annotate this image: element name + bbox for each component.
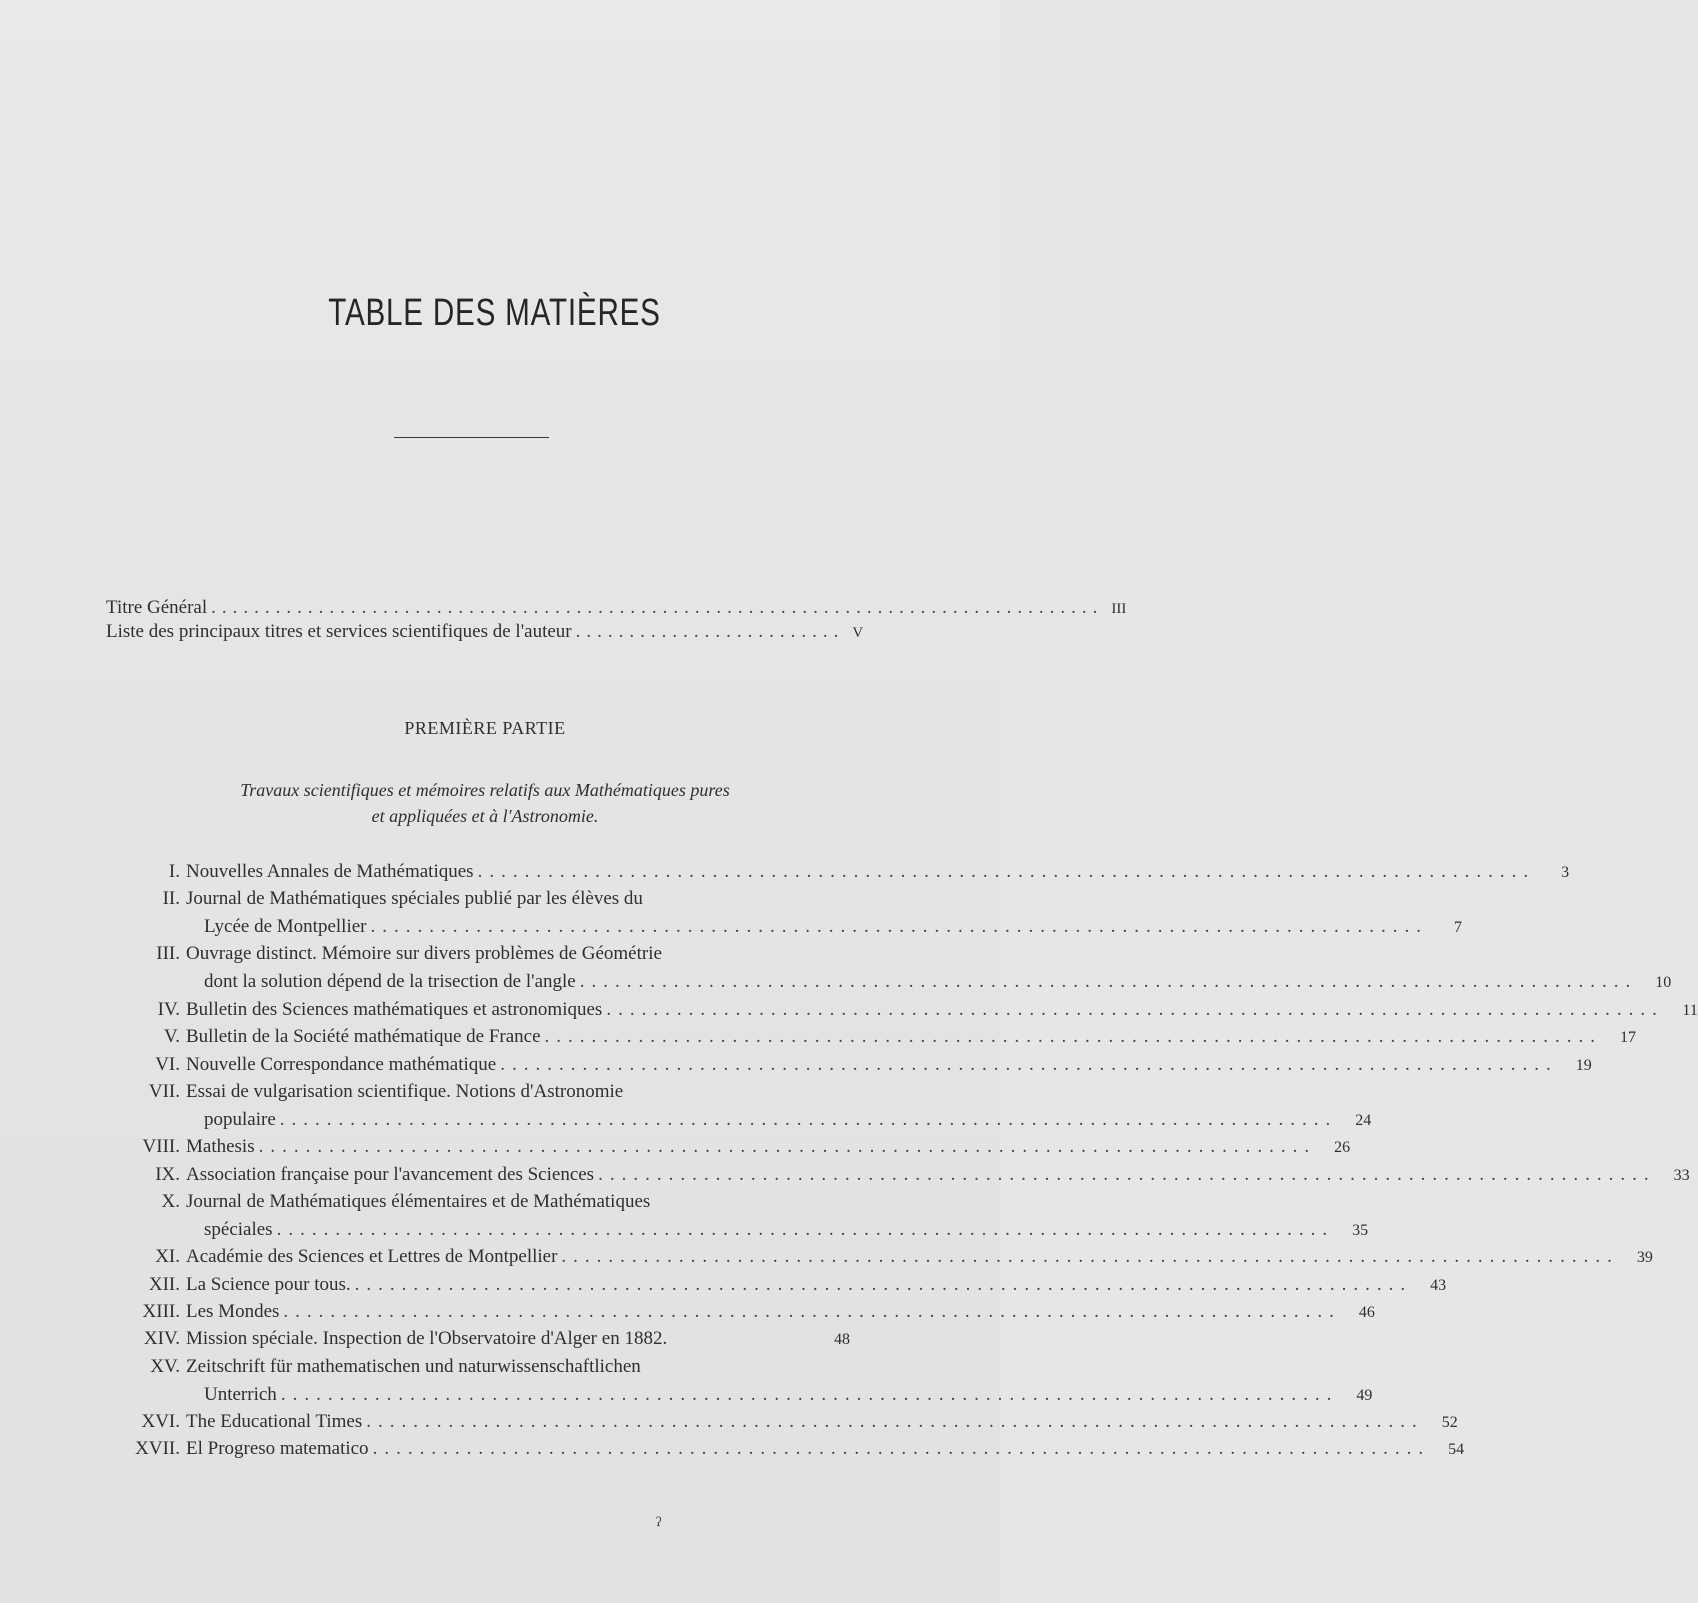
leader-dots: ..........................................................................................: [276, 1219, 1335, 1240]
leader-dots: ..........................................................................................: [477, 861, 1536, 882]
entry-number: VI.: [155, 1054, 180, 1075]
leader-dots: ..........................................................................................: [279, 1109, 1338, 1130]
entry-number: III.: [156, 943, 180, 964]
entry-text: Association française pour l'avancement des Sciences: [186, 1164, 595, 1185]
entry-text: Académie des Sciences et Lettres de Montpellier: [186, 1246, 558, 1267]
entry-number: I.: [168, 861, 180, 882]
entry-text: spéciales: [204, 1219, 273, 1240]
entry-number: XV.: [150, 1356, 180, 1377]
entry-page: 46: [1358, 1304, 1375, 1321]
entry-text: Nouvelles Annales de Mathématiques: [186, 861, 474, 882]
entry-text: populaire: [204, 1109, 276, 1130]
entry-page: 26: [1334, 1139, 1351, 1156]
entry-number: XII.: [148, 1274, 180, 1295]
entry-page: 49: [1356, 1387, 1373, 1404]
entry-number: IX.: [155, 1164, 180, 1185]
entry-number: VIII.: [142, 1136, 180, 1157]
entry-page: 33: [1673, 1167, 1690, 1184]
leader-dots: ..........................................................................................: [561, 1246, 1619, 1267]
entry-number: XI.: [155, 1246, 180, 1267]
page-title: TABLE DES MATIÈRES: [328, 292, 661, 334]
entry-text: Unterrich: [204, 1384, 277, 1405]
toc-text: Liste des principaux titres et services scientifiques de l'auteur: [106, 621, 572, 642]
entry-page: 52: [1441, 1414, 1458, 1431]
entry-text: El Progreso matematico: [186, 1438, 369, 1459]
entry-text: La Science pour tous.: [186, 1274, 351, 1295]
entry-text: Bulletin de la Société mathématique de France: [186, 1026, 541, 1047]
leader-dots: ..........................................................................................: [370, 916, 1428, 937]
leader-dots: ..........................................................................................: [283, 1301, 1341, 1322]
leader-dots: ..........................................................................................: [579, 971, 1638, 992]
entry-text: The Educational Times: [186, 1411, 363, 1432]
leader-dots: ..........................................................................................: [372, 1438, 1431, 1459]
entry-number: II.: [162, 888, 180, 909]
entry-page: 7: [1454, 919, 1462, 936]
toc-line-liste-titres: [106, 620, 864, 645]
entry-page: 3: [1561, 864, 1570, 881]
part-heading: PREMIÈRE PARTIE: [404, 718, 566, 738]
leader-dots: ..........................................................................................: [354, 1274, 1413, 1295]
entry-text: Journal de Mathématiques spéciales publié par les élèves du: [186, 888, 643, 909]
entry-text: Bulletin des Sciences mathématiques et astronomiques: [186, 999, 603, 1020]
leader-dots: ..........................................................................................: [280, 1384, 1339, 1405]
entry-text: dont la solution dépend de la trisection de l'angle: [204, 971, 576, 992]
entry-number: X.: [161, 1191, 180, 1212]
entry-number: XIV.: [143, 1328, 180, 1349]
leader-dots: ..........................................................................................: [366, 1411, 1424, 1432]
leader-dots: ..........................................................................................: [598, 1164, 1656, 1185]
leader-dots: .........................: [575, 621, 845, 642]
entry-page: 35: [1352, 1222, 1369, 1239]
leader-dots: ..........................................................................................: [606, 999, 1664, 1020]
entry-page: 17: [1620, 1029, 1637, 1046]
entry-text: Ouvrage distinct. Mémoire sur divers problèmes de Géométrie: [186, 943, 662, 964]
entry-text: Mathesis: [186, 1136, 255, 1157]
part-subtitle-line1: Travaux scientifiques et mémoires relatifs aux Mathématiques pures: [240, 780, 730, 800]
entry-number: IV.: [157, 999, 180, 1020]
entry-number: XIII.: [142, 1301, 180, 1322]
leader-dots: ...................................................................................: [211, 597, 1104, 618]
entry-text: Les Mondes: [186, 1301, 280, 1322]
toc-page: V: [852, 625, 864, 641]
ink-mark: ˀ: [656, 1512, 662, 1537]
entry-text: Essai de vulgarisation scientifique. Notions d'Astronomie: [186, 1081, 624, 1102]
part-subtitle-line2: et appliquées et à l'Astronomie.: [371, 806, 599, 826]
entry-text: Journal de Mathématiques élémentaires et de Mathématiques: [186, 1191, 651, 1212]
entry-number: VII.: [148, 1081, 180, 1102]
entry-page: 48: [834, 1331, 850, 1348]
entry-page: 39: [1636, 1249, 1653, 1266]
toc-text: Titre Général: [106, 597, 208, 618]
entry-page: 19: [1575, 1057, 1592, 1074]
entry-text: Mission spéciale. Inspection de l'Observatoire d'Alger en 1882.: [186, 1328, 668, 1349]
entry-page: 11: [1682, 1002, 1698, 1019]
entry-text: Nouvelle Correspondance mathématique: [186, 1054, 497, 1075]
entry-number: XVII.: [135, 1438, 180, 1459]
entry-number: XVI.: [141, 1411, 180, 1432]
title-rule: [394, 437, 549, 438]
entry-number: V.: [163, 1026, 180, 1047]
entry-text: Lycée de Montpellier: [204, 916, 367, 937]
leader-dots: ..........................................................................................: [544, 1026, 1603, 1047]
entry-page: 24: [1355, 1112, 1372, 1129]
entry-text: Zeitschrift für mathematischen und naturwissenschaftlichen: [186, 1356, 641, 1377]
leader-dots: ..........................................................................................: [500, 1054, 1558, 1075]
entry-page: 54: [1448, 1441, 1465, 1458]
toc-page: III: [1111, 601, 1127, 617]
leader-dots: ..........................................................................................: [258, 1136, 1317, 1157]
toc-line-titre-general: [106, 596, 1127, 621]
entry-page: 43: [1430, 1277, 1447, 1294]
entry-page: 10: [1655, 974, 1672, 991]
